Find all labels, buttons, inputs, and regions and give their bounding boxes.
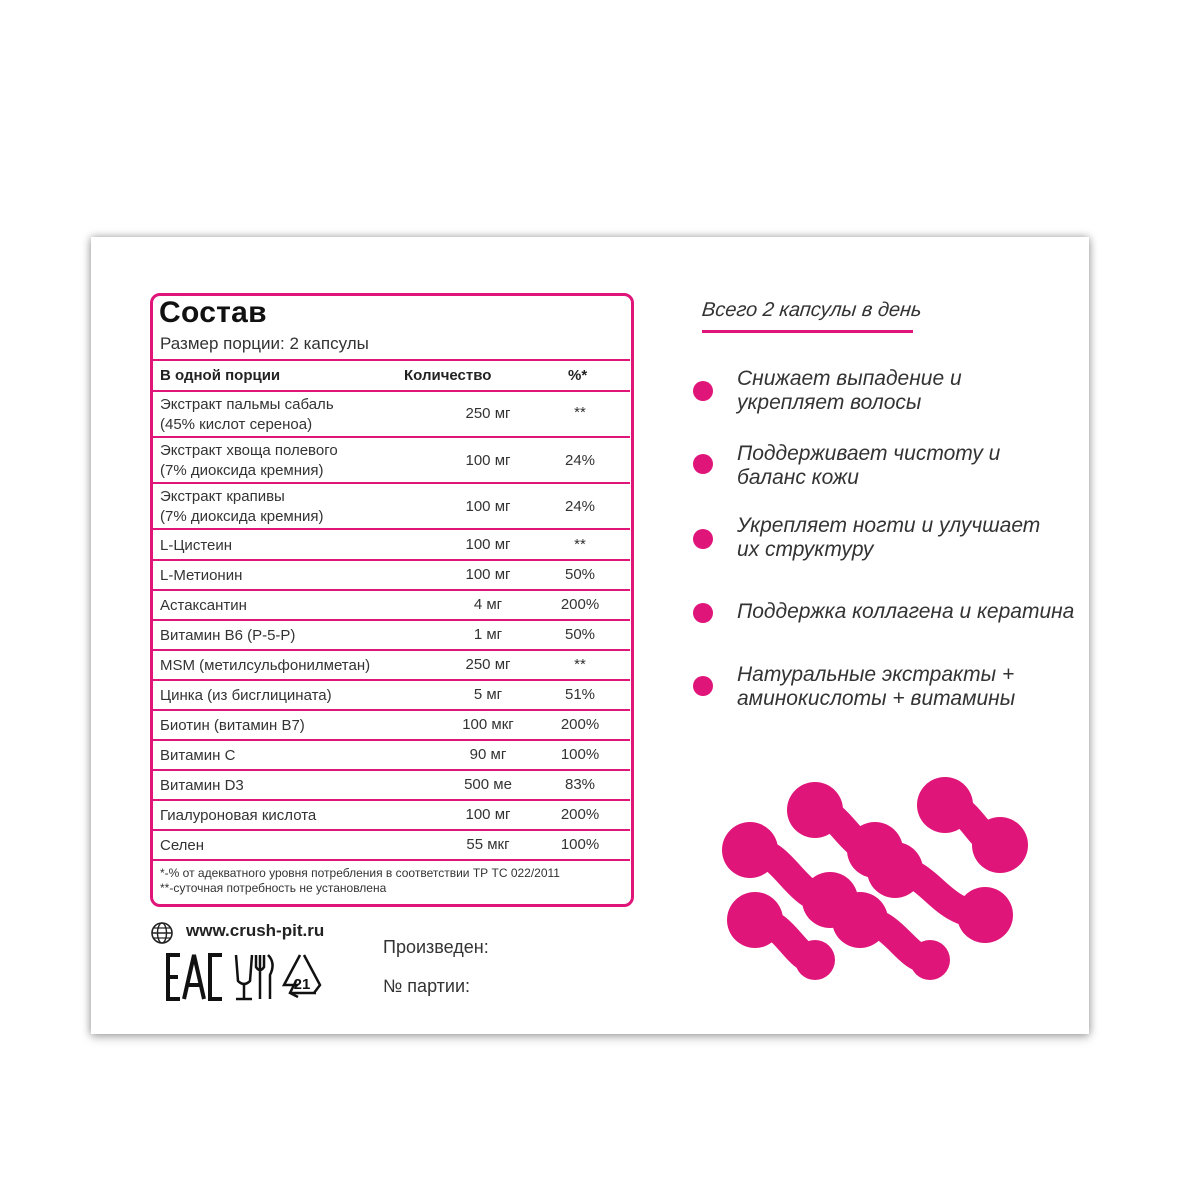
- row-name: Экстракт пальмы сабаль (45% кислот сереноа): [160, 396, 334, 433]
- row-amount: 5 мг: [473, 686, 503, 703]
- benefit-collagen: Поддержка коллагена и кератина: [737, 600, 1075, 623]
- produced-label: Произведен:: [383, 937, 489, 957]
- divider: [152, 589, 630, 591]
- row-percent: **: [574, 656, 586, 673]
- food-contact-icon: [236, 955, 273, 999]
- divider: [152, 390, 630, 392]
- benefit-nails: Укрепляет ногти и улучшает их структуру: [737, 514, 1041, 561]
- row-name: Экстракт хвоща полевого (7% диоксида кремния): [160, 442, 338, 479]
- row-amount: 100 мкг: [462, 716, 514, 733]
- row-percent: 50%: [564, 626, 596, 643]
- divider: [152, 739, 630, 741]
- row-amount: 250 мг: [465, 405, 511, 422]
- row-percent: 83%: [564, 776, 596, 793]
- eac-mark-icon: [168, 955, 222, 999]
- row-amount: 100 мг: [465, 566, 511, 583]
- composition-title: Состав: [159, 296, 267, 329]
- divider: [152, 769, 630, 771]
- divider: [152, 528, 630, 530]
- batch-label: № партии:: [383, 976, 471, 996]
- recycle-number: 21: [293, 976, 311, 993]
- divider: [152, 799, 630, 801]
- row-percent: 50%: [564, 566, 596, 583]
- divider: [152, 649, 630, 651]
- row-name: Гиалуроновая кислота: [160, 807, 317, 824]
- divider: [152, 619, 630, 621]
- benefit-ingredients: Натуральные экстракты + аминокислоты + витамины: [737, 663, 1016, 710]
- row-name: Цинка (из бисглицината): [160, 687, 332, 704]
- row-amount: 100 мг: [465, 498, 511, 515]
- row-percent: 100%: [560, 836, 600, 853]
- divider: [152, 829, 630, 831]
- divider: [152, 859, 630, 861]
- row-amount: 90 мг: [469, 746, 507, 763]
- molecule-decoration-icon: [715, 770, 1035, 980]
- row-percent: **: [574, 404, 586, 421]
- divider: [152, 359, 630, 361]
- tagline: Всего 2 капсулы в день: [700, 299, 923, 321]
- row-amount: 100 мг: [465, 452, 511, 469]
- footnote-na: **-суточная потребность не установлена: [160, 881, 387, 895]
- row-amount: 100 мг: [465, 806, 511, 823]
- table-row: [152, 486, 630, 528]
- row-name: L-Метионин: [160, 567, 243, 584]
- row-amount: 100 мг: [465, 536, 511, 553]
- row-name: L-Цистеин: [160, 537, 233, 554]
- bullet-dot: [693, 676, 713, 696]
- table-row: [152, 440, 630, 482]
- row-name: Биотин (витамин B7): [160, 717, 305, 734]
- row-percent: **: [574, 536, 586, 553]
- header-amount: Количество: [404, 367, 492, 384]
- divider: [152, 679, 630, 681]
- benefit-skin: Поддерживает чистоту и баланс кожи: [737, 442, 1001, 489]
- row-name: Витамин С: [160, 747, 236, 764]
- row-name: Витамин B6 (P-5-P): [160, 627, 296, 644]
- row-percent: 200%: [560, 806, 600, 823]
- table-row: [152, 394, 630, 436]
- bullet-dot: [693, 529, 713, 549]
- header-name: В одной порции: [160, 367, 281, 384]
- header-percent: %*: [568, 367, 588, 384]
- row-amount: 250 мг: [465, 656, 511, 673]
- row-name: Астаксантин: [160, 597, 247, 614]
- row-percent: 200%: [560, 716, 600, 733]
- row-name: MSM (метилсульфонилметан): [160, 657, 371, 674]
- row-name: Витамин D3: [160, 777, 244, 794]
- divider: [152, 436, 630, 438]
- row-amount: 1 мг: [473, 626, 503, 643]
- row-percent: 51%: [564, 686, 596, 703]
- row-amount: 500 ме: [464, 776, 512, 793]
- tagline-underline: [702, 330, 913, 333]
- row-percent: 100%: [560, 746, 600, 763]
- row-amount: 4 мг: [473, 596, 503, 613]
- row-percent: 24%: [564, 452, 596, 469]
- benefit-hair: Снижает выпадение и укрепляет волосы: [737, 367, 962, 414]
- row-amount: 55 мкг: [466, 836, 510, 853]
- divider: [152, 482, 630, 484]
- row-name: Экстракт крапивы (7% диоксида кремния): [160, 488, 324, 525]
- bullet-dot: [693, 454, 713, 474]
- row-percent: 24%: [564, 498, 596, 515]
- website-link[interactable]: www.crush-pit.ru: [186, 921, 325, 940]
- bullet-dot: [693, 603, 713, 623]
- row-name: Селен: [160, 837, 205, 854]
- row-percent: 200%: [560, 596, 600, 613]
- divider: [152, 559, 630, 561]
- serving-size: Размер порции: 2 капсулы: [160, 334, 369, 353]
- certification-marks: [150, 945, 340, 1005]
- footnote-dv: *-% от адекватного уровня потребления в соответствии ТР ТС 022/2011: [160, 866, 560, 880]
- bullet-dot: [693, 381, 713, 401]
- divider: [152, 709, 630, 711]
- globe-icon: [150, 921, 174, 945]
